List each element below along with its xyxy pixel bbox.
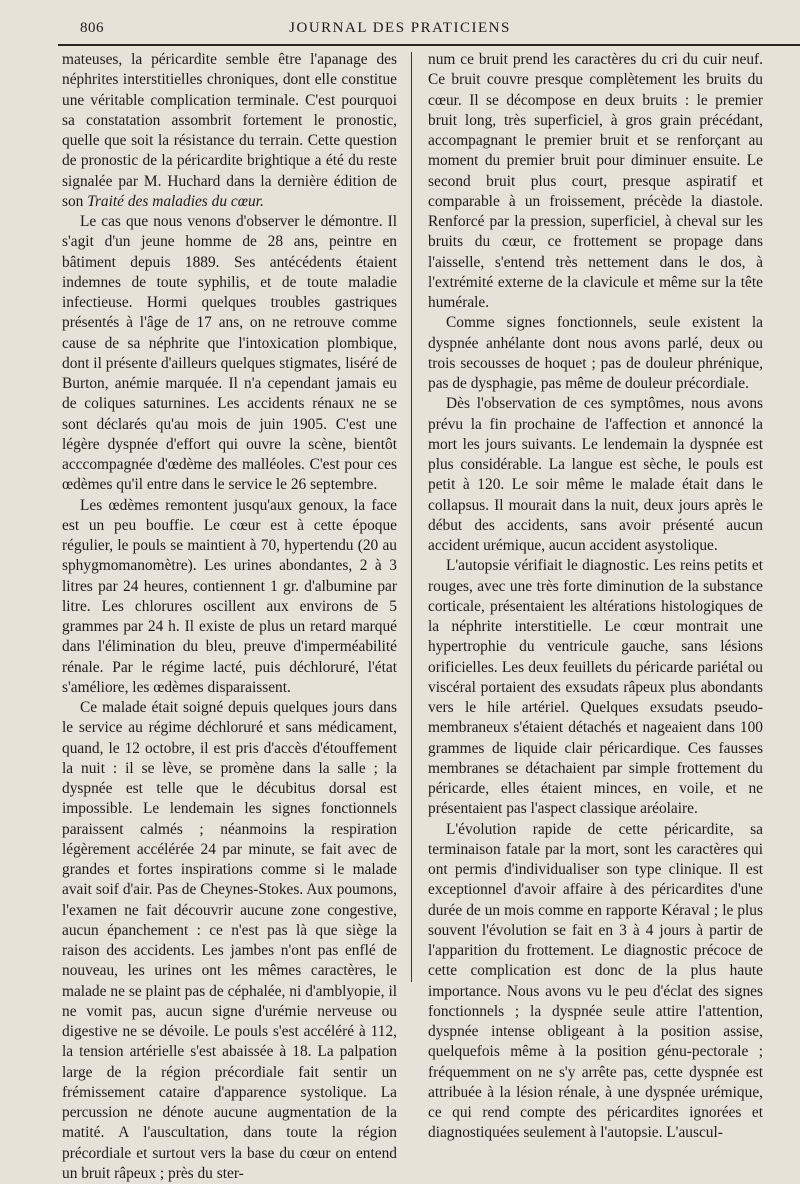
book-title: Traité des maladies du cœur. [87, 192, 264, 210]
right-paragraph-2: Comme signes fonctionnels, seule existent la dyspnée anhélante dont nous avons parlé, deux ou trois secousses de hoquet ; pas de douleur phrénique, pas de dysphagie, pas même de douleur précordiale. [428, 314, 763, 392]
column-divider [411, 52, 412, 982]
left-paragraph-2: Le cas que nous venons d'observer le démontre. Il s'agit d'un jeune homme de 28 ans, peintre en bâtiment depuis 1889. Ses antécédents étaient indemnes de toute syphilis, et de toute maladie infectieuse. Hormi quelques troubles gastriques présentés à l'âge de 17 ans, on ne retrouve comme cause de sa néphrite que l'intoxication plombique, dont il présente d'ailleurs quelques stigmates, liséré de Burton, anémie marquée. Il n'a cependant jamais eu de coliques saturnines. Les accidents rénaux ne se sont déclarés qu'au mois de juin 1905. C'est une légère dyspnée d'effort qui ouvre la scène, bientôt acccompagnée d'œdème des malléoles. C'est pour ces œdèmes qu'il entre dans le service le 26 septembre. [62, 213, 397, 494]
left-paragraph-1 [62, 50, 397, 212]
right-paragraph-1: num ce bruit prend les caractères du cri du cuir neuf. Ce bruit couvre presque complètement les bruits du cœur. Il se décompose en deux bruits : le premier bruit long, très superficiel, à gros grain précédant, accompagnant le premier bruit et se renforçant au moment du premier bruit pour diminuer ensuite. Le second bruit plus court, presque aspiratif et comparable à un froissement, précède la diastole. Renforcé par la pression, superficiel, à cheval sur les bruits du cœur, ce frottement se propage dans l'aisselle, s'entend très nettement dans le dos, à l'extrémité externe de la clavicule et même sur la tête humérale. [428, 51, 763, 311]
right-column [428, 50, 763, 1144]
right-paragraph-5: L'évolution rapide de cette péricardite, sa terminaison fatale par la mort, sont les caractères qui ont permis d'individualiser son type clinique. Il est exceptionnel d'avoir affaire à des péricardites d'une durée de un mois comme en rapporte Kéraval ; le plus souvent l'évolution se fait en 3 à 4 jours à partir de l'apparition du frottement. Le diagnostic précoce de cette complication est donc de la plus haute importance. Nous avons vu le peu d'éclat des signes fonctionnels ; la dyspnée seule attire l'attention, dyspnée intense obligeant à la position assise, quelquefois même à la position génu-pectorale ; fréquemment on ne s'y arrête pas, cette dyspnée est attribuée à la lésion rénale, à une dyspnée urémique, ce qui rend compte des péricardites ignorées et diagnostiquées seulement à l'autopsie. L'auscul- [428, 820, 763, 1142]
page-header [0, 12, 800, 42]
page-number: 806 [80, 20, 104, 36]
header-rule [58, 44, 800, 46]
left-column [62, 50, 397, 1184]
left-paragraph-4: Ce malade était soigné depuis quelques jours dans le service au régime déchloruré et sans médicament, quand, le 12 octobre, il est pris d'accès d'étouffement la nuit : il se lève, se promène dans la salle ; la dyspnée est telle que le décubitus dorsal est impossible. Le lendemain les signes fonctionnels paraissent calmés ; néanmoins la respiration légèrement accélérée 24 par minute, se fait avec de grandes et fortes inspirations comme si le malade avait soif d'air. Pas de Cheynes-Stokes. Aux poumons, l'examen ne fait découvrir aucune zone congestive, aucun épanchement : ce n'est pas là que siège la raison des accidents. Les jambes n'ont pas enflé de nouveau, les urines ont les mêmes caractères, le malade ne se plaint pas de céphalée, ni d'amblyopie, il ne vomit pas, aucun signe d'urémie nerveuse ou digestive ne se dévoile. Le pouls s'est accéléré à 112, la tension artérielle s'est abaissée à 18. La palpation large de la région précordiale fait sentir un frémissement cataire d'apparence systolique. La percussion ne dénote aucune augmentation de la matité. A l'auscultation, dans toute la région précordiale et surtout vers la base du cœur on entend un bruit râpeux ; près du ster- [62, 699, 397, 1182]
right-paragraph-3: Dès l'observation de ces symptômes, nous avons prévu la fin prochaine de l'affection et annoncé la mort les jours suivants. Le lendemain la dyspnée est plus considérable. La langue est sèche, le pouls est petit à 120. Le soir même le malade était dans le collapsus. Il mourait dans la nuit, deux jours après le début des accidents, sans avoir présenté aucun accident urémique, aucun accident asystolique. [428, 395, 763, 554]
left-paragraph-1-text: mateuses, la péricardite semble être l'apanage des néphrites interstitielles chroniques, dont elle constitue une véritable complication terminale. C'est pourquoi sa constatation assombrit fortement le pronostic, quelle que soit la résistance du terrain. Cette question de pronostic de la péricardite brightique a été du reste signalée par M. Huchard dans la dernière édition de son [62, 51, 397, 210]
journal-title: JOURNAL DES PRATICIENS [289, 20, 511, 36]
right-paragraph-4: L'autopsie vérifiait le diagnostic. Les reins petits et rouges, avec une très forte diminution de la substance corticale, présentaient les altérations histologiques de la néphrite interstitielle. Le cœur montrait une hypertrophie du ventricule gauche, sans lésions orificielles. Les deux feuillets du péricarde pariétal ou viscéral portaient des exsudats râpeux plus abondants vers le hile artériel. Quelques exsudats pseudo-membraneux s'étaient détachés et nageaient dans 100 grammes de liquide clair péricardique. Ces fausses membranes se détachaient par simple frottement du péricarde, elles étaient minces, en voile, et ne présentaient pas l'aspect classique aréolaire. [428, 557, 763, 818]
left-paragraph-3: Les œdèmes remontent jusqu'aux genoux, la face est un peu bouffie. Le cœur est à cette époque régulier, le pouls se maintient à 70, hypertendu (20 au sphygmomanomètre). Les urines abondantes, 2 à 3 litres par 24 heures, contiennent 1 gr. d'albumine par litre. Les chlorures oscillent aux environs de 5 grammes par 24 h. Il existe de plus un retard marqué dans l'élimination du bleu, preuve d'imperméabilité rénale. Par le régime lacté, puis déchloruré, l'état s'améliore, les œdèmes disparaissent. [62, 496, 397, 696]
